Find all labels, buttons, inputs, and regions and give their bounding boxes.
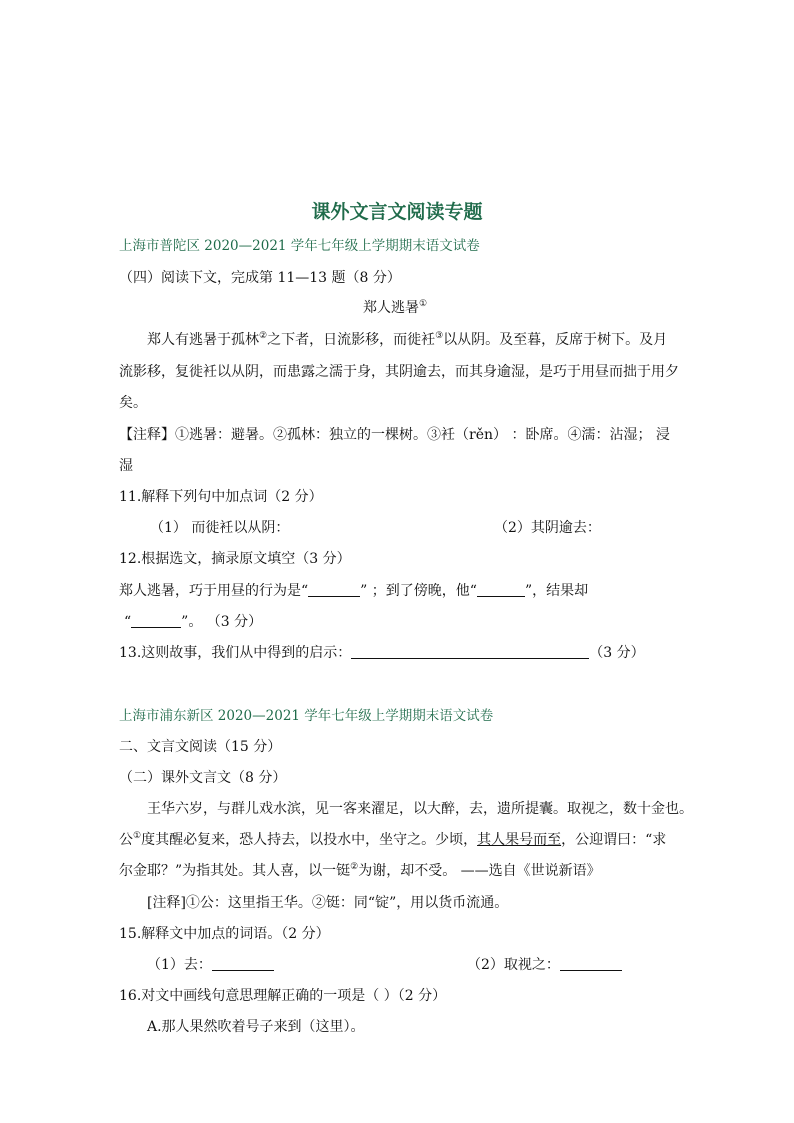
notes2: [注释]①公：这里指王华。②铤：同“锭”，用以货币流通。 bbox=[147, 895, 509, 911]
page-title: 课外文言文阅读专题 bbox=[311, 201, 483, 223]
section1-heading: （四）阅读下文，完成第 11—13 题（8 分） bbox=[119, 270, 401, 286]
q15-text: （1）去： bbox=[147, 957, 212, 973]
passage2-text: 度其醒必复来，恐人持去，以投水中，坐守之。少顷， bbox=[141, 832, 478, 848]
passage1-line2: 流影移，复徙衽以从阴，而患露之濡于身，其阴逾去，而其身逾湿，是巧于用昼而拙于用夕 bbox=[119, 364, 679, 380]
q12-text: ”，结果却 bbox=[524, 583, 589, 599]
passage1-title bbox=[363, 298, 427, 318]
passage2-line3 bbox=[119, 861, 601, 881]
q12-text: 郑人逃暑，巧于用昼的行为是“ bbox=[119, 583, 309, 599]
notes1-line1: 【注释】①逃暑：避暑。②孤林：独立的一棵树。③衽（rěn） ：卧席。④濡：沾湿； 浸 bbox=[119, 427, 670, 443]
passage2-text: 为谢，却不受。 ——选自《世说新语》 bbox=[358, 863, 601, 879]
underlined-sentence: 其人果号而至 bbox=[477, 832, 562, 848]
note-mark: ③ bbox=[435, 331, 444, 341]
answer-blank[interactable] bbox=[560, 956, 622, 971]
passage1-text: 郑人有逃暑于孤林 bbox=[147, 332, 259, 348]
passage1-title-text: 郑人逃暑 bbox=[363, 300, 419, 316]
q12-text: ”。 （3 分） bbox=[181, 614, 263, 630]
q13-text: （3 分） bbox=[589, 645, 645, 661]
section1-source: 上海市普陀区 2020—2021 学年七年级上学期期末语文试卷 bbox=[119, 238, 480, 254]
passage1-line3: 矣。 bbox=[119, 395, 147, 411]
q15-text: （2）取视之： bbox=[467, 957, 560, 973]
passage1-text: 以从阴。及至暮，反席于树下。及月 bbox=[443, 332, 668, 348]
notes1-line2: 湿 bbox=[119, 458, 133, 474]
q12-text: ” ；到了傍晚，他“ bbox=[360, 583, 477, 599]
question-11-a: （1） 而徙衽以从阴： bbox=[150, 520, 290, 536]
section2-heading2: （二）课外文言文（8 分） bbox=[119, 770, 287, 786]
answer-blank[interactable] bbox=[477, 582, 525, 597]
passage2-text: 公 bbox=[119, 832, 133, 848]
passage2-text: 尔金耶？”为指其处。其人喜，以一铤 bbox=[119, 863, 351, 879]
passage1-title-note: ① bbox=[419, 299, 428, 309]
passage2-line1: 王华六岁，与群儿戏水滨，见一客来濯足，以大醉，去，遗所提囊。取视之，数十金也。 bbox=[147, 801, 693, 817]
answer-blank[interactable] bbox=[308, 582, 360, 597]
question-16: 16.对文中画线句意思理解正确的一项是（ ）（2 分） bbox=[119, 988, 447, 1004]
question-12: 12.根据选文，摘录原文填空（3 分） bbox=[119, 551, 351, 567]
answer-blank[interactable] bbox=[212, 956, 274, 971]
passage2-line2 bbox=[119, 830, 666, 850]
question-12-line1 bbox=[119, 581, 588, 601]
passage1-text: 之下者，日流影移，而徙衽 bbox=[267, 332, 436, 348]
passage1-line1 bbox=[147, 330, 667, 350]
question-16-option-a[interactable]: A.那人果然吹着号子来到（这里）。 bbox=[147, 1019, 365, 1035]
q13-text: 13.这则故事，我们从中得到的启示： bbox=[119, 645, 352, 661]
answer-blank[interactable] bbox=[131, 613, 181, 628]
question-13 bbox=[119, 643, 645, 663]
question-15-b bbox=[467, 955, 622, 975]
question-11: 11.解释下列句中加点词（2 分） bbox=[119, 489, 323, 505]
note-mark: ① bbox=[133, 831, 142, 841]
question-15-a bbox=[147, 955, 274, 975]
answer-blank[interactable] bbox=[351, 644, 589, 659]
note-mark: ② bbox=[259, 331, 268, 341]
passage2-text: ，公迎谓曰：“求 bbox=[561, 832, 667, 848]
question-15: 15.解释文中加点的词语。（2 分） bbox=[119, 926, 330, 942]
section2-heading1: 二、文言文阅读（15 分） bbox=[119, 739, 282, 755]
section2-source: 上海市浦东新区 2020—2021 学年七年级上学期期末语文试卷 bbox=[119, 708, 494, 724]
note-mark: ② bbox=[350, 862, 359, 872]
question-11-b: （2）其阴逾去： bbox=[494, 520, 601, 536]
question-12-line2 bbox=[124, 612, 262, 632]
q12-text: “ bbox=[124, 614, 132, 630]
